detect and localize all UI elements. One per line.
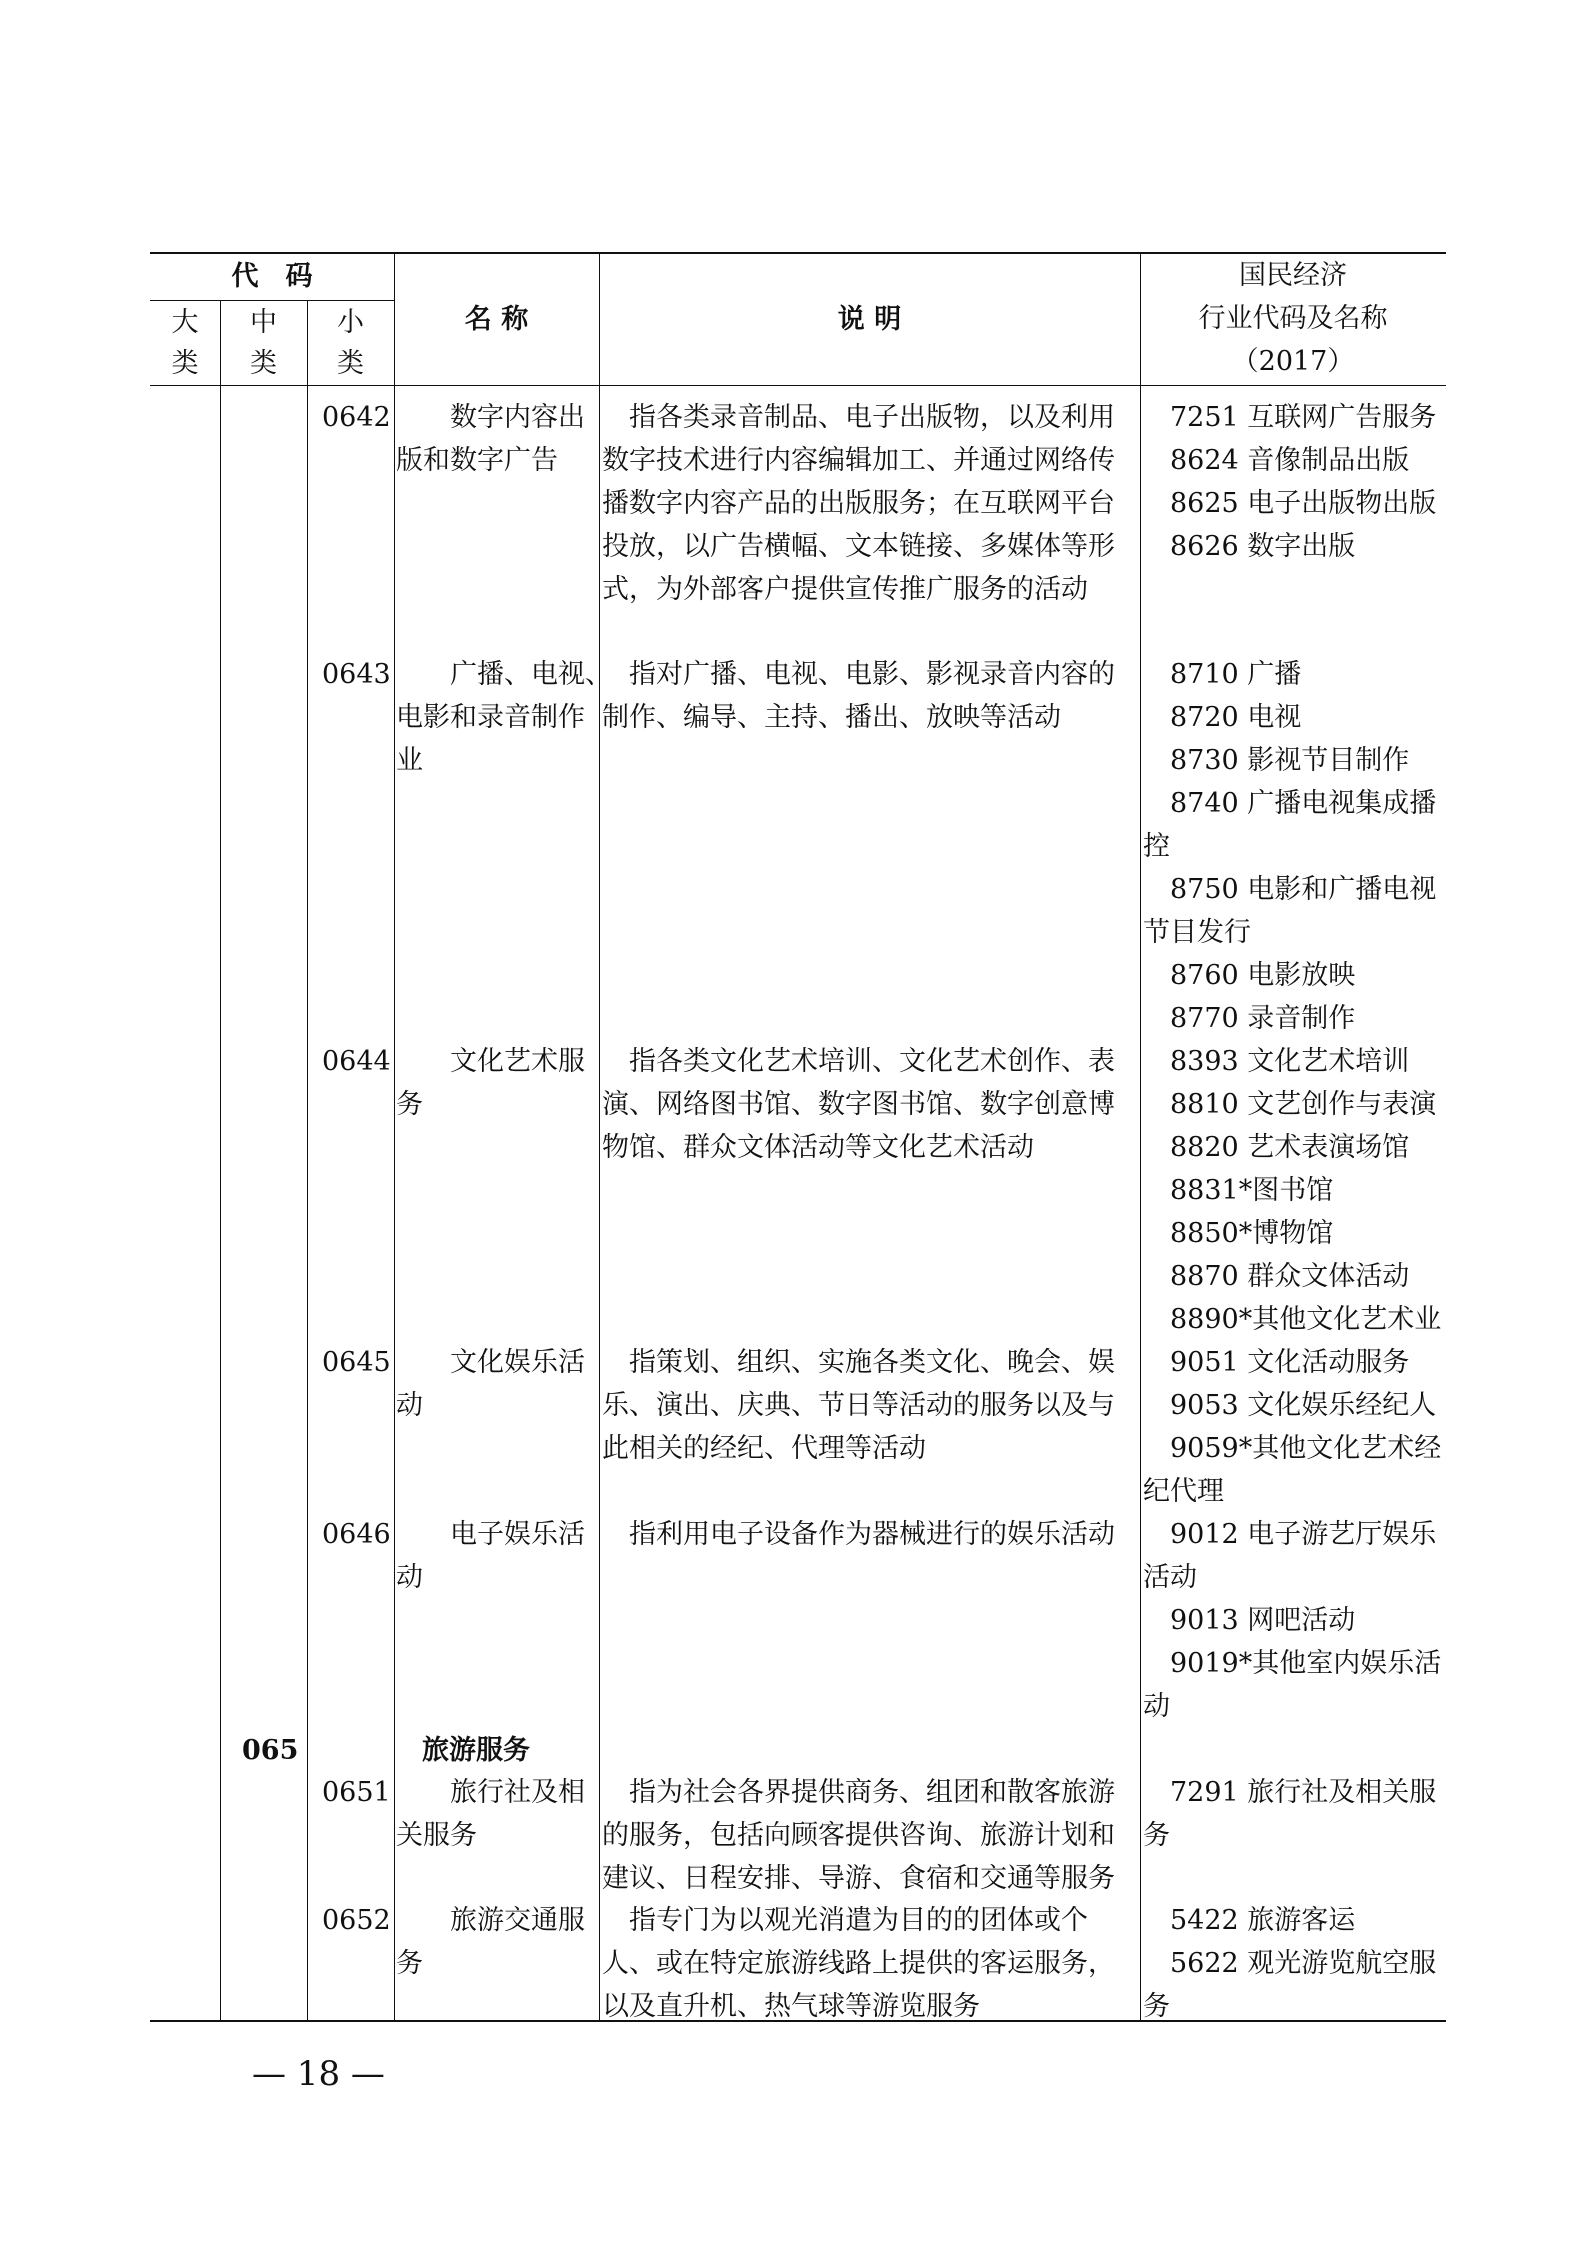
header-name: 名 称 [464, 304, 529, 335]
name-line: 业 [396, 745, 423, 776]
row-0644-ref [1143, 1040, 1441, 1341]
header-desc: 说 明 [837, 304, 902, 335]
ref-line: 8730 影视节目制作 [1170, 745, 1410, 776]
row-0646-desc [602, 1513, 1115, 1556]
col-rule-4 [599, 252, 600, 2021]
name-line: 旅游交通服 [450, 1905, 585, 1936]
row-0645-ref [1143, 1341, 1441, 1513]
desc-line: 以及直升机、热气球等游览服务 [602, 1991, 980, 2022]
ref-line: 活动 [1143, 1562, 1197, 1593]
name-line: 电子娱乐活 [450, 1519, 585, 1550]
name-line: 文化艺术服 [450, 1046, 585, 1077]
row-0643-ref [1143, 653, 1436, 1040]
desc-line: 数字技术进行内容编辑加工、并通过网络传 [602, 445, 1115, 476]
page-number: — 18 — [252, 2054, 385, 2094]
col-rule-1 [220, 300, 221, 2021]
ref-line: 动 [1143, 1691, 1170, 1722]
desc-line: 指各类文化艺术培训、文化艺术创作、表 [629, 1046, 1115, 1077]
col-rule-3 [394, 252, 395, 2021]
desc-line: 人、或在特定旅游线路上提供的客运服务， [602, 1948, 1115, 1979]
group-065-name: 旅游服务 [422, 1735, 530, 1766]
ref-line: 9013 网吧活动 [1170, 1605, 1356, 1636]
row-0644-name [396, 1040, 585, 1126]
row-0651-code: 0651 [322, 1777, 391, 1808]
row-0644-desc [602, 1040, 1115, 1169]
row-0646-code: 0646 [322, 1519, 391, 1550]
ref-line: 7251 互联网广告服务 [1170, 402, 1437, 433]
header-bottom-rule [150, 385, 1446, 386]
desc-line: 指策划、组织、实施各类文化、晚会、娱 [629, 1347, 1115, 1378]
row-0646-ref [1143, 1513, 1441, 1728]
ref-line: 8820 艺术表演场馆 [1170, 1132, 1410, 1163]
ref-line: 8760 电影放映 [1170, 960, 1356, 991]
ref-line: 8770 录音制作 [1170, 1003, 1356, 1034]
ref-line: 8624 音像制品出版 [1170, 445, 1410, 476]
row-0652-code: 0652 [322, 1905, 391, 1936]
ref-line: 8710 广播 [1170, 659, 1302, 690]
name-line: 动 [396, 1390, 423, 1421]
classification-table [150, 252, 1446, 2022]
ref-line: 9012 电子游艺厅娱乐 [1170, 1519, 1437, 1550]
desc-line: 乐、演出、庆典、节日等活动的服务以及与 [602, 1390, 1115, 1421]
header-major-line-1: 大 [171, 307, 199, 338]
ref-line: 7291 旅行社及相关服 [1170, 1777, 1437, 1808]
desc-line: 建议、日程安排、导游、食宿和交通等服务 [602, 1863, 1115, 1894]
desc-line: 指为社会各界提供商务、组团和散客旅游 [629, 1777, 1115, 1808]
row-0645-code: 0645 [322, 1347, 391, 1378]
name-line: 务 [396, 1089, 423, 1120]
header-code: 代 码 [231, 261, 313, 292]
name-line: 数字内容出 [450, 402, 585, 433]
desc-line: 指专门为以观光消遣为目的的团体或个 [629, 1905, 1088, 1936]
desc-line: 播数字内容产品的出版服务；在互联网平台 [602, 488, 1115, 519]
row-0643-desc [602, 653, 1115, 739]
desc-line: 投放，以广告横幅、文本链接、多媒体等形 [602, 531, 1115, 562]
group-065-code: 065 [242, 1735, 299, 1766]
header-minor-line-2: 类 [337, 348, 364, 379]
desc-line: 式，为外部客户提供宣传推广服务的活动 [602, 574, 1088, 605]
row-0642-ref [1143, 396, 1436, 568]
row-0651-name [396, 1771, 585, 1857]
header-middle [220, 302, 307, 384]
row-0642-desc [602, 396, 1115, 611]
ref-line: 8740 广播电视集成播 [1170, 788, 1437, 819]
name-line: 动 [396, 1562, 423, 1593]
desc-line: 制作、编导、主持、播出、放映等活动 [602, 702, 1061, 733]
ref-line: 8750 电影和广播电视 [1170, 874, 1437, 905]
ref-line: 节目发行 [1143, 917, 1251, 948]
header-code-rule [150, 300, 394, 301]
ref-line: 8720 电视 [1170, 702, 1302, 733]
name-line: 务 [396, 1948, 423, 1979]
row-0652-ref [1143, 1899, 1436, 2028]
row-0645-name [396, 1341, 585, 1427]
name-line: 旅行社及相 [450, 1777, 585, 1808]
row-0642-code: 0642 [322, 402, 391, 433]
header-minor [307, 302, 394, 384]
desc-line: 指对广播、电视、电影、影视录音内容的 [629, 659, 1115, 690]
header-major-line-2: 类 [171, 348, 199, 379]
ref-line: 8850*博物馆 [1170, 1218, 1334, 1249]
ref-line: 务 [1143, 1820, 1170, 1851]
desc-line: 演、网络图书馆、数字图书馆、数字创意博 [602, 1089, 1115, 1120]
ref-line: 5422 旅游客运 [1170, 1905, 1356, 1936]
name-line: 电影和录音制作 [396, 702, 585, 733]
ref-line: 控 [1143, 831, 1170, 862]
ref-line: 8870 群众文体活动 [1170, 1261, 1410, 1292]
header-ref-line-3: （2017） [1231, 346, 1355, 377]
name-line: 广播、电视、 [450, 659, 612, 690]
row-0652-name [396, 1899, 585, 1985]
ref-line: 纪代理 [1143, 1476, 1224, 1507]
row-0652-desc [602, 1899, 1115, 2028]
row-0651-ref [1143, 1771, 1436, 1857]
ref-line: 务 [1143, 1991, 1170, 2022]
name-line: 文化娱乐活 [450, 1347, 585, 1378]
ref-line: 8890*其他文化艺术业 [1170, 1304, 1442, 1335]
ref-line: 9051 文化活动服务 [1170, 1347, 1410, 1378]
ref-line: 8625 电子出版物出版 [1170, 488, 1437, 519]
ref-line: 8393 文化艺术培训 [1170, 1046, 1410, 1077]
row-0645-desc [602, 1341, 1115, 1470]
ref-line: 9019*其他室内娱乐活 [1170, 1648, 1442, 1679]
header-ref [1140, 254, 1446, 383]
col-rule-2 [307, 300, 308, 2021]
row-0646-name [396, 1513, 585, 1599]
desc-line: 指利用电子设备作为器械进行的娱乐活动 [629, 1519, 1115, 1550]
desc-line: 此相关的经纪、代理等活动 [602, 1433, 926, 1464]
desc-line: 指各类录音制品、电子出版物，以及利用 [629, 402, 1115, 433]
row-0643-name [396, 653, 612, 782]
ref-line: 5622 观光游览航空服 [1170, 1948, 1437, 1979]
header-major [150, 302, 220, 384]
col-rule-5 [1140, 252, 1141, 2021]
header-middle-line-1: 中 [250, 307, 277, 338]
name-line: 版和数字广告 [396, 445, 558, 476]
desc-line: 的服务，包括向顾客提供咨询、旅游计划和 [602, 1820, 1115, 1851]
header-ref-line-1: 国民经济 [1239, 260, 1347, 291]
row-0651-desc [602, 1771, 1115, 1900]
row-0643-code: 0643 [322, 659, 391, 690]
name-line: 关服务 [396, 1820, 477, 1851]
header-middle-line-2: 类 [250, 348, 277, 379]
row-0644-code: 0644 [322, 1046, 391, 1077]
ref-line: 8626 数字出版 [1170, 531, 1356, 562]
row-0642-name [396, 396, 585, 482]
header-ref-line-2: 行业代码及名称 [1198, 303, 1388, 334]
ref-line: 8831*图书馆 [1170, 1175, 1334, 1206]
header-minor-line-1: 小 [337, 307, 364, 338]
ref-line: 8810 文艺创作与表演 [1170, 1089, 1437, 1120]
ref-line: 9053 文化娱乐经纪人 [1170, 1390, 1437, 1421]
ref-line: 9059*其他文化艺术经 [1170, 1433, 1442, 1464]
desc-line: 物馆、群众文体活动等文化艺术活动 [602, 1132, 1034, 1163]
